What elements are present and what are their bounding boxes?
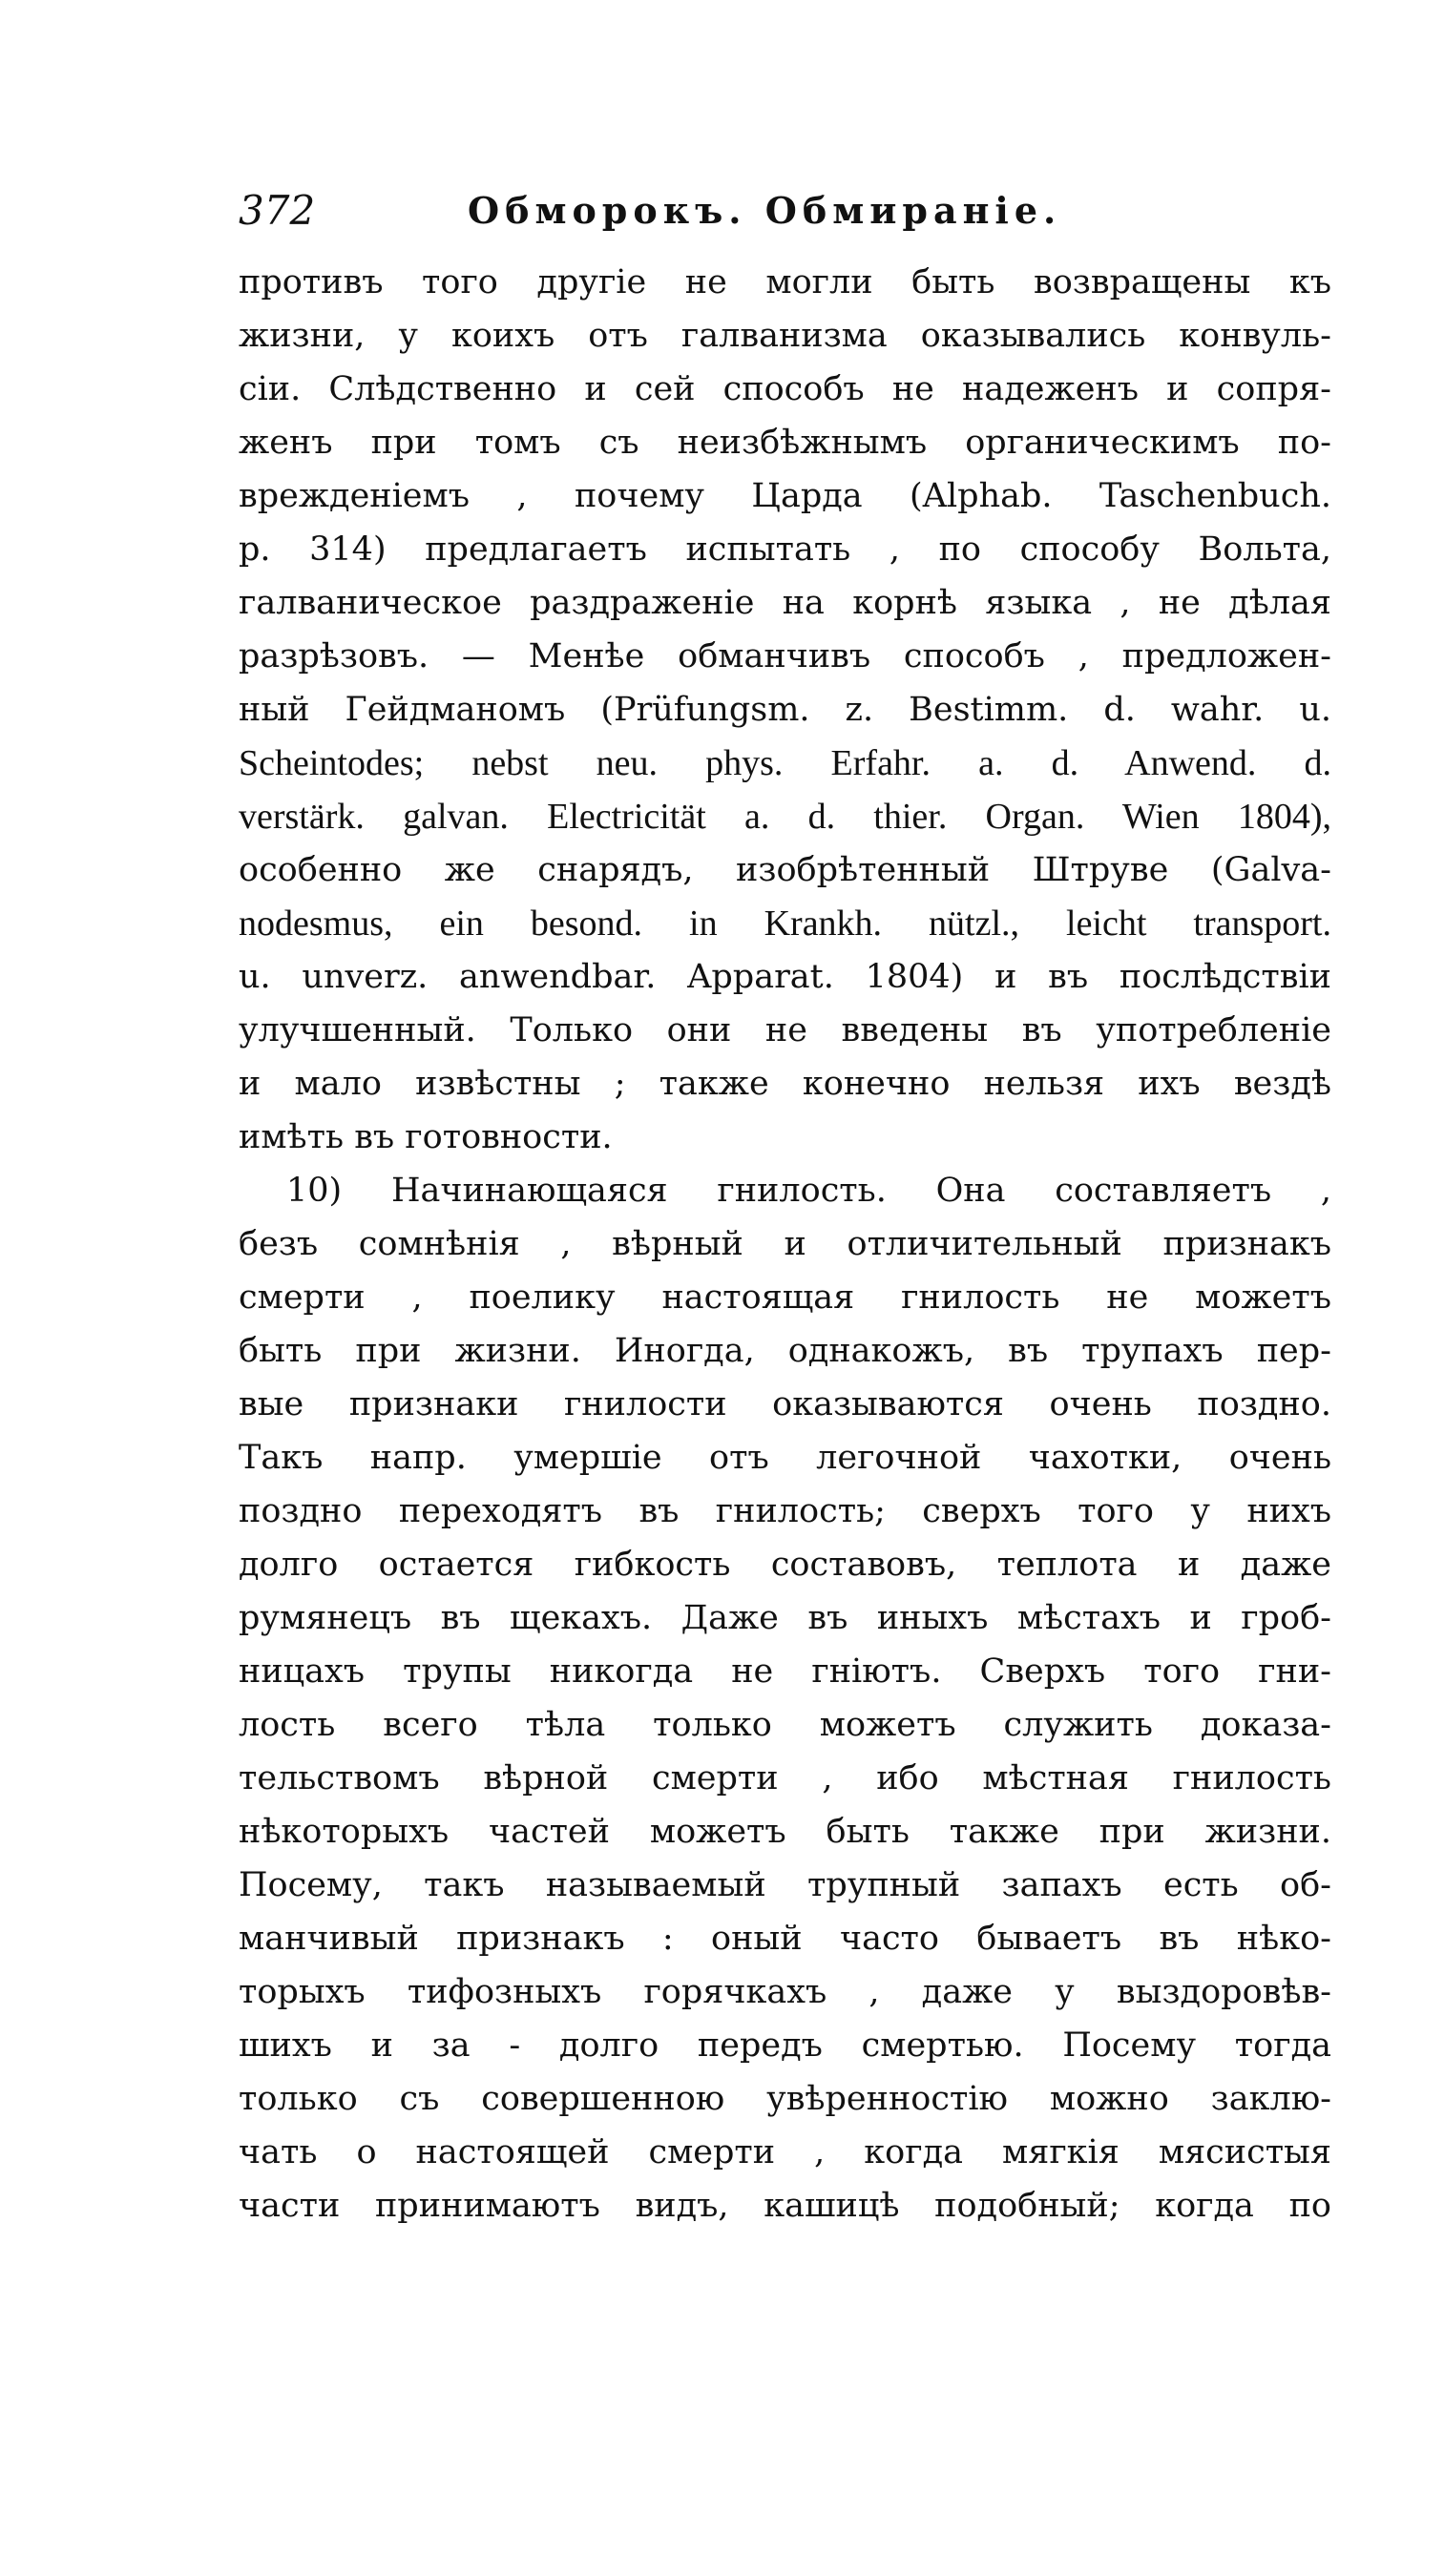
text-line: и мало извѣстны ; также конечно нельзя ихъ вездѣ bbox=[239, 1065, 1331, 1103]
text-line: манчивый признакъ : оный часто бываетъ въ нѣко- bbox=[239, 1920, 1331, 1958]
text-line: ный Гейдманомъ (Prüfungsm. z. Bestimm. d. wahr. u. bbox=[239, 691, 1331, 729]
paragraph-end-line: имѣть въ готовности. bbox=[239, 1118, 613, 1156]
text-line: p. 314) предлагаетъ испытать , по способу Вольта, bbox=[239, 530, 1331, 569]
text-line: поздно переходятъ въ гнилость; сверхъ того у нихъ bbox=[239, 1492, 1331, 1530]
text-line: улучшенный. Только они не введены въ употребленiе bbox=[239, 1011, 1331, 1049]
text-line: Посему, такъ называемый трупный запахъ есть об- bbox=[239, 1866, 1331, 1904]
text-line: ницахъ трупы никогда не гнiютъ. Сверхъ того гни- bbox=[239, 1652, 1331, 1691]
text-line: шихъ и за - долго передъ смертью. Посему тогда bbox=[239, 2026, 1331, 2065]
text-line: женъ при томъ съ неизбѣжнымъ органическимъ по- bbox=[239, 424, 1331, 462]
text-line: тельствомъ вѣрной смерти , ибо мѣстная гнилость bbox=[239, 1759, 1331, 1797]
running-header bbox=[239, 177, 1331, 244]
text-line: разрѣзовъ. — Менѣе обманчивъ способъ , предложен- bbox=[239, 637, 1331, 675]
text-line: чать о настоящей смерти , когда мягкiя мясистыя bbox=[239, 2133, 1331, 2171]
text-line: части принимаютъ видъ, кашицѣ подобный; когда по bbox=[239, 2187, 1331, 2225]
text-line: быть при жизни. Иногда, однакожъ, въ трупахъ пер- bbox=[239, 1332, 1331, 1370]
text-line: смерти , поелику настоящая гнилость не можетъ bbox=[239, 1278, 1331, 1317]
text-line: вые признаки гнилости оказываются очень поздно. bbox=[239, 1385, 1331, 1423]
text-line: только съ совершенною увѣренностiю можно заклю- bbox=[239, 2080, 1331, 2118]
body-text bbox=[239, 256, 1331, 2233]
text-line: торыхъ тифозныхъ горячкахъ , даже у выздоровѣв- bbox=[239, 1973, 1331, 2011]
text-line: галваническое раздраженiе на корнѣ языка , не дѣлая bbox=[239, 584, 1331, 622]
text-line: безъ сомнѣнiя , вѣрный и отличительный признакъ bbox=[239, 1225, 1331, 1263]
section-start-line: 10) Начинающаяся гнилость. Она составляетъ , bbox=[286, 1172, 1331, 1210]
text-line: nodesmus, ein besond. in Krankh. nützl., leicht transport. bbox=[239, 904, 1331, 944]
text-line: нѣкоторыхъ частей можетъ быть также при жизни. bbox=[239, 1813, 1331, 1851]
text-line: долго остается гибкость составовъ, теплота и даже bbox=[239, 1546, 1331, 1584]
page-number: 372 bbox=[239, 187, 316, 234]
text-line: verstärk. galvan. Electricität a. d. thier. Organ. Wien 1804), bbox=[239, 797, 1331, 837]
text-line: сiи. Слѣдственно и сей способъ не надеженъ и сопря- bbox=[239, 370, 1331, 408]
text-line: врежденiемъ , почему Царда (Alphab. Taschenbuch. bbox=[239, 477, 1331, 515]
text-line: u. unverz. anwendbar. Apparat. 1804) и въ послѣдствiи bbox=[239, 958, 1331, 996]
text-line: лость всего тѣла только можетъ служить доказа- bbox=[239, 1706, 1331, 1744]
text-line: жизни, у коихъ отъ галванизма оказывались конвуль- bbox=[239, 317, 1331, 355]
text-line: особенно же снарядъ, изобрѣтенный Штруве (Galva- bbox=[239, 851, 1331, 889]
text-line: румянецъ въ щекахъ. Даже въ иныхъ мѣстахъ и гроб- bbox=[239, 1599, 1331, 1637]
text-line: противъ того другiе не могли быть возвращены къ bbox=[239, 263, 1331, 301]
text-line: Такъ напр. умершiе отъ легочной чахотки, очень bbox=[239, 1439, 1331, 1477]
chapter-title: Обморокъ. Обмиранiе. bbox=[468, 189, 1062, 232]
text-line: Scheintodes; nebst neu. phys. Erfahr. a. d. Anwend. d. bbox=[239, 743, 1331, 783]
